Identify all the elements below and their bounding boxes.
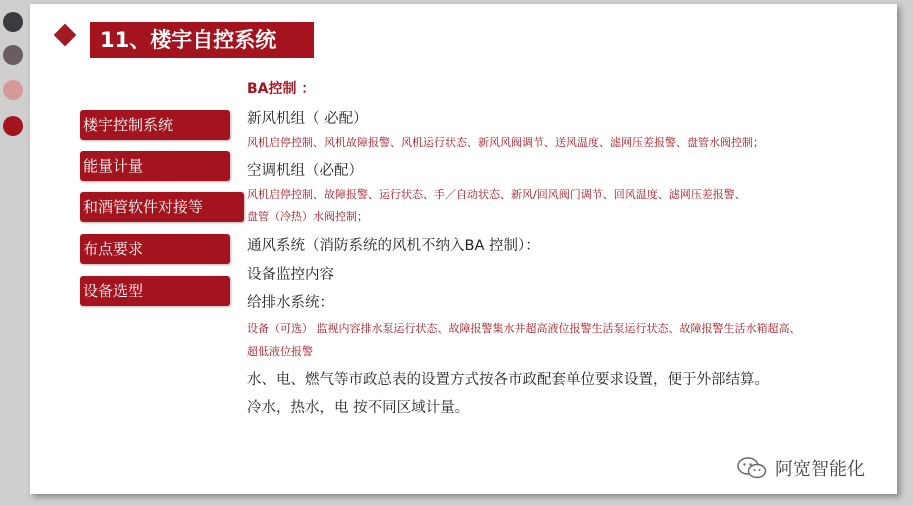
menu-item-point-requirements[interactable]: 布点要求 [80,234,230,264]
decor-dot-2 [3,45,23,65]
watermark-text: 阿宽智能化 [775,459,865,480]
slide-title: 11、楼宇自控系统 [90,22,314,58]
water-title: 给排水系统： [247,295,334,311]
ac-detail-line-1: 风机启停控制、故障报警、运行状态、手／自动状态、新风/回风阀门调节、回风温度、滤网压差报警、 [247,188,746,201]
menu-item-energy-metering[interactable]: 能量计量 [80,151,230,181]
water-detail-line-1: 设备（可选） 监视内容排水泵运行状态、故障报警集水井超高液位报警生活泵运行状态、故障报警生活水箱超高、 [247,322,801,335]
decor-dot-1 [3,12,23,32]
fresh-air-detail: 风机启停控制、风机故障报警、风机运行状态、新风风阀调节、送风温度、滤网压差报警、盘管水阀控制； [247,136,764,149]
ac-title: 空调机组（必配） [247,163,363,179]
metering-text-1: 水、电、燃气等市政总表的设置方式按各市政配套单位要求设置，便于外部结算。 [247,372,769,388]
ac-detail-line-2: 盘管（冷热）水阀控制； [247,210,368,223]
watermark [737,455,865,481]
decor-dot-3 [3,80,23,100]
metering-text-2: 冷水，热水，电 按不同区域计量。 [247,400,470,416]
decor-dot-4 [3,116,23,136]
water-detail-line-2: 超低液位报警 [247,345,313,358]
ba-heading: BA控制 ： [247,81,316,97]
menu-item-equipment-selection[interactable]: 设备选型 [80,276,230,306]
menu-item-building-control[interactable]: 楼宇控制系统 [80,110,230,140]
equipment-monitor-text: 设备监控内容 [247,267,334,283]
wechat-icon [737,457,767,479]
fresh-air-title: 新风机组（ 必配） [247,111,368,127]
ventilation-text: 通风系统（消防系统的风机不纳入BA 控制）： [247,238,540,254]
menu-item-hotel-software[interactable]: 和酒管软件对接等 [80,192,244,222]
